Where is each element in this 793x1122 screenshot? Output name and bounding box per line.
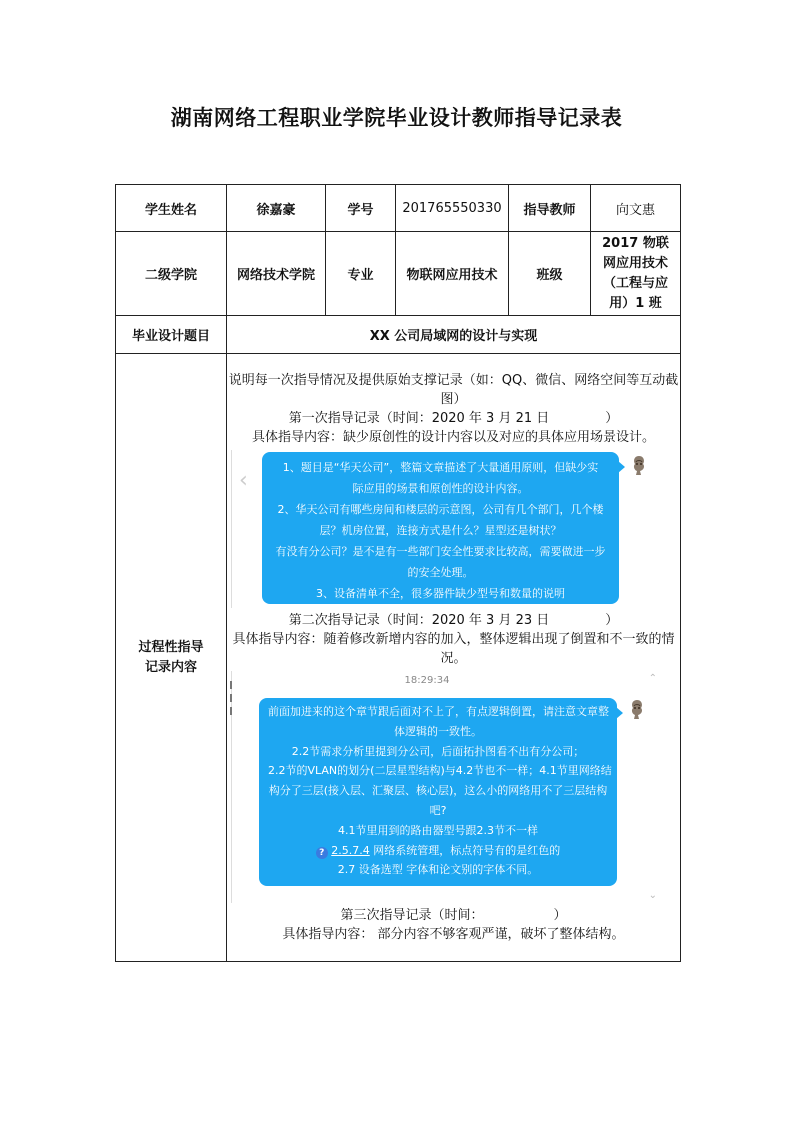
avatar-icon	[627, 698, 647, 720]
major-value: 物联网应用技术	[396, 232, 509, 316]
record1-title-text: 第一次指导记录（时间：2020 年 3 月 21 日	[288, 411, 550, 426]
student-name-label: 学生姓名	[116, 185, 227, 232]
student-id-label: 学号	[326, 185, 396, 232]
record2-content: 具体指导内容：随着修改新增内容的加入，整体逻辑出现了倒置和不一致的情况。	[232, 632, 675, 666]
record1-title	[227, 409, 680, 428]
process-label	[116, 354, 227, 962]
chat-line: 吧?	[429, 803, 447, 817]
chat-line: 前面加进来的这个章节跟后面对不上了，有点逻辑倒置，请注意文章整	[268, 705, 609, 718]
college-label: 二级学院	[116, 232, 227, 316]
scroll-up-icon: ⌃	[648, 673, 657, 684]
scroll-marks-icon	[230, 681, 233, 731]
chat-line: 际应用的场景和原创性的设计内容。	[352, 482, 529, 495]
scroll-down-icon: ⌄	[648, 890, 657, 901]
college-value: 网络技术学院	[227, 232, 326, 316]
chat-line: 2、华天公司有哪些房间和楼层的示意图，公司有几个部门，几个楼	[277, 503, 604, 516]
chat-line: 体逻辑的一致性。	[394, 724, 482, 738]
chat-line: 构分了三层(接入层、汇聚层、核心层)，这么小的网络用不了三层结构	[268, 784, 608, 798]
chat-screenshot-1	[227, 450, 663, 608]
chat-line: 2.2节需求分析里提到分公司，后面拓扑图看不出有分公司；	[291, 744, 585, 758]
process-label-line: 记录内容	[144, 659, 197, 675]
student-name-value: 徐嘉豪	[227, 185, 326, 232]
screenshot-divider	[231, 450, 232, 608]
chat-line: 层？机房位置，连接方式是什么？星型还是树状？	[319, 524, 562, 537]
teacher-value: 向文惠	[591, 185, 681, 232]
chat-line: 2.2节的VLAN的划分(二层星型结构)与4.2节也不一样；4.1节里网络结	[268, 764, 612, 778]
record3-content: 具体指导内容： 部分内容不够客观严谨，破坏了整体结构。	[282, 927, 625, 942]
record2-title	[227, 611, 680, 630]
student-id-value: 201765550330	[396, 185, 509, 232]
chat-line	[268, 841, 608, 861]
record3-title-close: ）	[553, 908, 567, 923]
chat-line-rest: 网络系统管理，标点符号有的是红色的	[369, 843, 561, 857]
student-info-row	[116, 185, 681, 232]
avatar-icon	[629, 454, 649, 476]
process-record-row	[116, 354, 681, 962]
record2-title-text: 第二次指导记录（时间：2020 年 3 月 23 日	[288, 613, 550, 628]
record1-title-close: ）	[605, 411, 619, 426]
class-value-line: 用）1 班	[609, 295, 662, 311]
record2-title-close: ）	[605, 613, 619, 628]
record1-content: 具体指导内容：缺少原创性的设计内容以及对应的具体应用场景设计。	[251, 430, 655, 445]
major-label: 专业	[326, 232, 396, 316]
process-content	[227, 354, 681, 962]
chat-bubble-2	[259, 698, 617, 886]
topic-value: XX 公司局域网的设计与实现	[227, 316, 681, 354]
class-value-line: 2017 物联	[602, 235, 669, 251]
chat-timestamp: 18:29:34	[404, 675, 450, 686]
class-value-line: 网应用技术	[602, 255, 668, 271]
teacher-label: 指导教师	[509, 185, 591, 232]
chat-bubble-1	[262, 452, 619, 604]
chat-line: 4.1节里用到的路由器型号跟2.3节不一样	[338, 823, 538, 837]
page-title: 湖南网络工程职业学院毕业设计教师指导记录表	[170, 106, 623, 130]
class-label: 班级	[509, 232, 591, 316]
process-intro: 说明每一次指导情况及提供原始支撑记录（如：QQ、微信、网络空间等互动截图）	[228, 373, 679, 407]
record3-title-text: 第三次指导记录（时间：	[340, 908, 484, 923]
chevron-left-icon: ‹	[239, 468, 248, 493]
class-value-line: （工程与应	[602, 275, 668, 291]
chat-screenshot-2	[227, 671, 663, 903]
section-link[interactable]: 2.5.7.4	[331, 843, 370, 857]
chat-line: 的安全处理。	[407, 566, 474, 579]
guidance-record-table	[115, 184, 681, 962]
chat-line: 3、设备清单不全，很多器件缺少型号和数量的说明	[316, 587, 565, 600]
question-icon: ?	[316, 847, 328, 859]
chat-line: 1、题目是“华天公司”，整篇文章描述了大量通用原则，但缺少实	[282, 461, 599, 474]
topic-row	[116, 316, 681, 354]
class-value	[591, 232, 681, 316]
chat-line: 有没有分公司？是不是有一些部门安全性要求比较高，需要做进一步	[275, 545, 606, 558]
topic-label: 毕业设计题目	[116, 316, 227, 354]
process-label-line: 过程性指导	[138, 639, 204, 655]
chat-line: 2.7 设备选型 字体和论文别的字体不同。	[337, 863, 539, 877]
college-info-row	[116, 232, 681, 316]
record3-title	[227, 906, 680, 925]
